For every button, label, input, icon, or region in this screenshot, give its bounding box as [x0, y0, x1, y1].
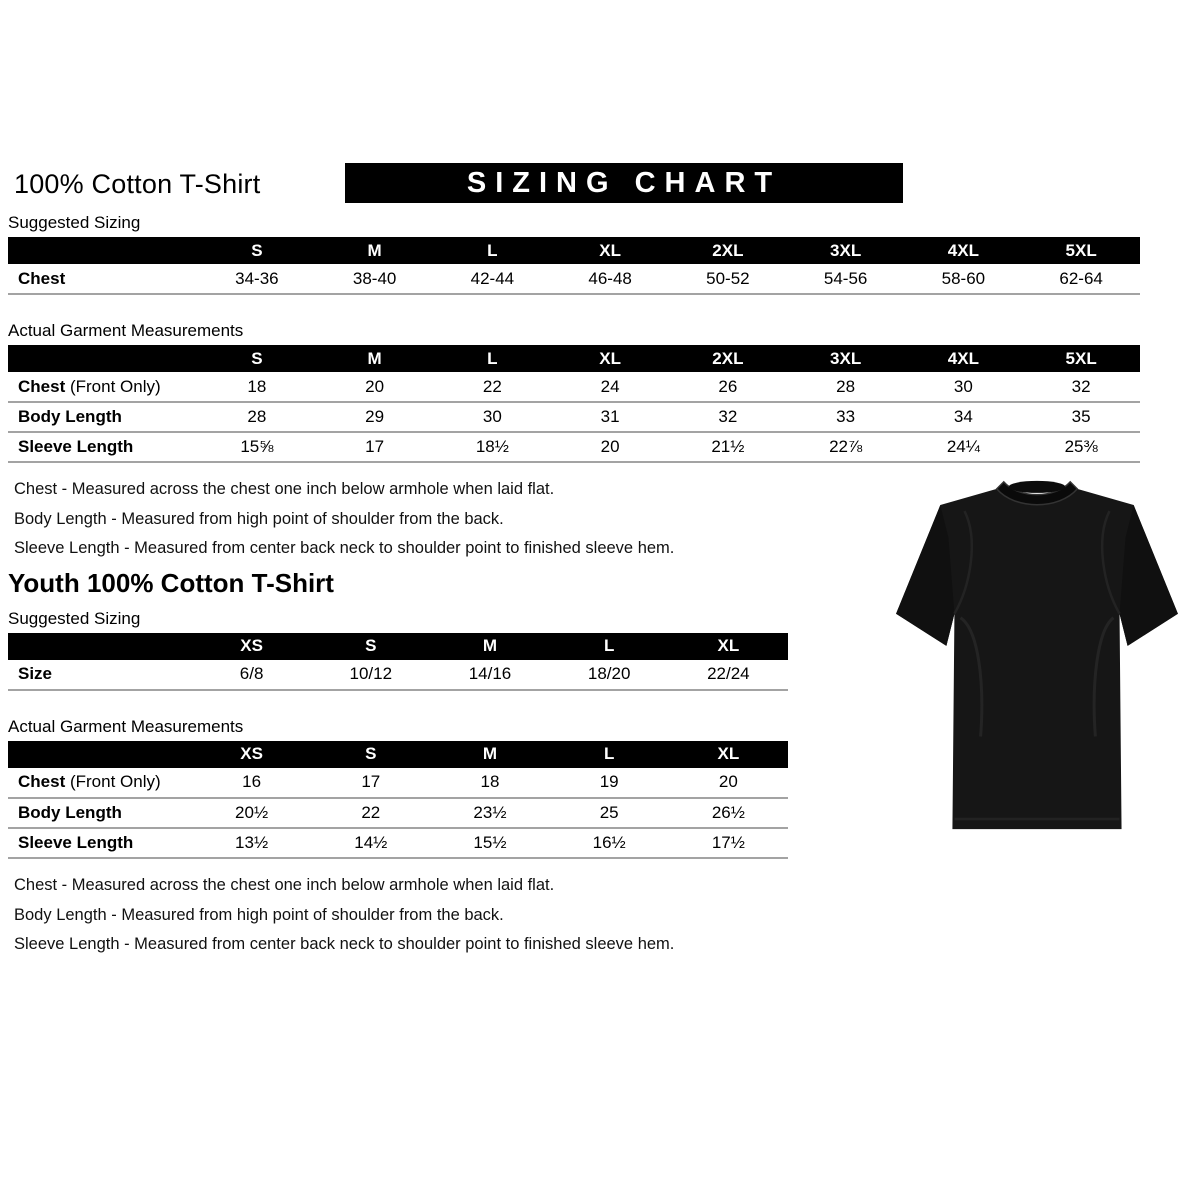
adult-title: 100% Cotton T-Shirt [14, 169, 261, 199]
col-header: XL [669, 633, 788, 660]
table-row [8, 798, 788, 828]
value-cell: 18 [430, 768, 549, 798]
value-cell: 42-44 [434, 264, 552, 294]
value-cell: 26 [669, 372, 787, 402]
row-label: Size [8, 660, 192, 690]
header-row [8, 345, 1140, 372]
table-row [8, 432, 1140, 462]
sizing-chart-banner: SIZING CHART [345, 163, 903, 203]
value-cell: 18/20 [550, 660, 669, 690]
value-cell: 16 [192, 768, 311, 798]
value-cell: 20½ [192, 798, 311, 828]
value-cell: 14½ [311, 828, 430, 858]
table-row [8, 660, 788, 690]
col-header: M [430, 633, 549, 660]
value-cell: 22 [434, 372, 552, 402]
value-cell: 32 [669, 402, 787, 432]
adult-header-row [8, 163, 1148, 209]
col-header: XS [192, 741, 311, 768]
value-cell: 17½ [669, 828, 788, 858]
value-cell: 35 [1022, 402, 1140, 432]
youth-title: Youth 100% Cotton T-Shirt [8, 567, 334, 598]
value-cell: 28 [787, 372, 905, 402]
value-cell: 24¼ [905, 432, 1023, 462]
col-header: XL [551, 345, 669, 372]
measurement-note: Sleeve Length - Measured from center back neck to shoulder point to finished sleeve hem. [14, 935, 675, 954]
value-cell: 19 [550, 768, 669, 798]
value-cell: 17 [316, 432, 434, 462]
value-cell: 29 [316, 402, 434, 432]
tshirt-icon [888, 476, 1190, 840]
col-header: S [198, 237, 316, 264]
value-cell: 14/16 [430, 660, 549, 690]
header-row [8, 237, 1140, 264]
row-label: Chest [8, 264, 198, 294]
col-header [8, 237, 198, 264]
col-header: 3XL [787, 237, 905, 264]
value-cell: 22 [311, 798, 430, 828]
value-cell: 26½ [669, 798, 788, 828]
table-row [8, 768, 788, 798]
col-header: 5XL [1022, 237, 1140, 264]
value-cell: 13½ [192, 828, 311, 858]
value-cell: 46-48 [551, 264, 669, 294]
adult-actual-label: Actual Garment Measurements [8, 321, 244, 340]
col-header: S [198, 345, 316, 372]
youth-suggested-label: Suggested Sizing [8, 608, 141, 628]
adult-suggested-label: Suggested Sizing [8, 213, 141, 232]
col-header: 5XL [1022, 345, 1140, 372]
col-header: L [434, 237, 552, 264]
value-cell: 62-64 [1022, 264, 1140, 294]
youth-actual-label: Actual Garment Measurements [8, 716, 244, 736]
value-cell: 23½ [430, 798, 549, 828]
value-cell: 30 [434, 402, 552, 432]
col-header: L [434, 345, 552, 372]
header-row [8, 633, 788, 660]
row-label: Body Length [8, 798, 192, 828]
value-cell: 25 [550, 798, 669, 828]
col-header: 2XL [669, 345, 787, 372]
measurement-note: Chest - Measured across the chest one inch below armhole when laid flat. [14, 480, 555, 498]
value-cell: 25⅜ [1022, 432, 1140, 462]
col-header: S [311, 741, 430, 768]
col-header: XS [192, 633, 311, 660]
adult-actual-table [8, 345, 1140, 463]
value-cell: 6/8 [192, 660, 311, 690]
col-header [8, 741, 192, 768]
youth-actual-table [8, 741, 788, 859]
youth-measurement-notes [14, 875, 1148, 955]
col-header: M [430, 741, 549, 768]
col-header: XL [551, 237, 669, 264]
measurement-note: Sleeve Length - Measured from center back neck to shoulder point to finished sleeve hem. [14, 539, 675, 558]
value-cell: 20 [669, 768, 788, 798]
col-header [8, 633, 192, 660]
col-header: 2XL [669, 237, 787, 264]
value-cell: 22/24 [669, 660, 788, 690]
col-header: M [316, 345, 434, 372]
youth-suggested-table [8, 633, 788, 691]
table-row [8, 264, 1140, 294]
row-label: Body Length [8, 402, 198, 432]
value-cell: 58-60 [905, 264, 1023, 294]
col-header: 4XL [905, 345, 1023, 372]
value-cell: 15½ [430, 828, 549, 858]
table-row [8, 828, 788, 858]
value-cell: 10/12 [311, 660, 430, 690]
value-cell: 17 [311, 768, 430, 798]
col-header [8, 345, 198, 372]
value-cell: 20 [551, 432, 669, 462]
value-cell: 54-56 [787, 264, 905, 294]
value-cell: 34-36 [198, 264, 316, 294]
measurement-note: Body Length - Measured from high point of shoulder from the back. [14, 509, 504, 528]
col-header: M [316, 237, 434, 264]
value-cell: 38-40 [316, 264, 434, 294]
value-cell: 24 [551, 372, 669, 402]
adult-suggested-table [8, 237, 1140, 295]
value-cell: 30 [905, 372, 1023, 402]
value-cell: 50-52 [669, 264, 787, 294]
row-label: Chest (Front Only) [8, 372, 198, 402]
tshirt-image [888, 476, 1190, 840]
value-cell: 28 [198, 402, 316, 432]
value-cell: 16½ [550, 828, 669, 858]
value-cell: 15⅝ [198, 432, 316, 462]
row-label: Chest (Front Only) [8, 768, 192, 798]
col-header: S [311, 633, 430, 660]
value-cell: 22⅞ [787, 432, 905, 462]
col-header: 3XL [787, 345, 905, 372]
value-cell: 20 [316, 372, 434, 402]
value-cell: 33 [787, 402, 905, 432]
measurement-note: Chest - Measured across the chest one inch below armhole when laid flat. [14, 875, 555, 894]
value-cell: 21½ [669, 432, 787, 462]
value-cell: 18 [198, 372, 316, 402]
col-header: XL [669, 741, 788, 768]
value-cell: 31 [551, 402, 669, 432]
col-header: 4XL [905, 237, 1023, 264]
measurement-note: Body Length - Measured from high point of shoulder from the back. [14, 905, 504, 924]
header-row [8, 741, 788, 768]
value-cell: 18½ [434, 432, 552, 462]
row-label: Sleeve Length [8, 828, 192, 858]
row-label: Sleeve Length [8, 432, 198, 462]
value-cell: 32 [1022, 372, 1140, 402]
col-header: L [550, 741, 669, 768]
value-cell: 34 [905, 402, 1023, 432]
table-row [8, 402, 1140, 432]
table-row [8, 372, 1140, 402]
col-header: L [550, 633, 669, 660]
